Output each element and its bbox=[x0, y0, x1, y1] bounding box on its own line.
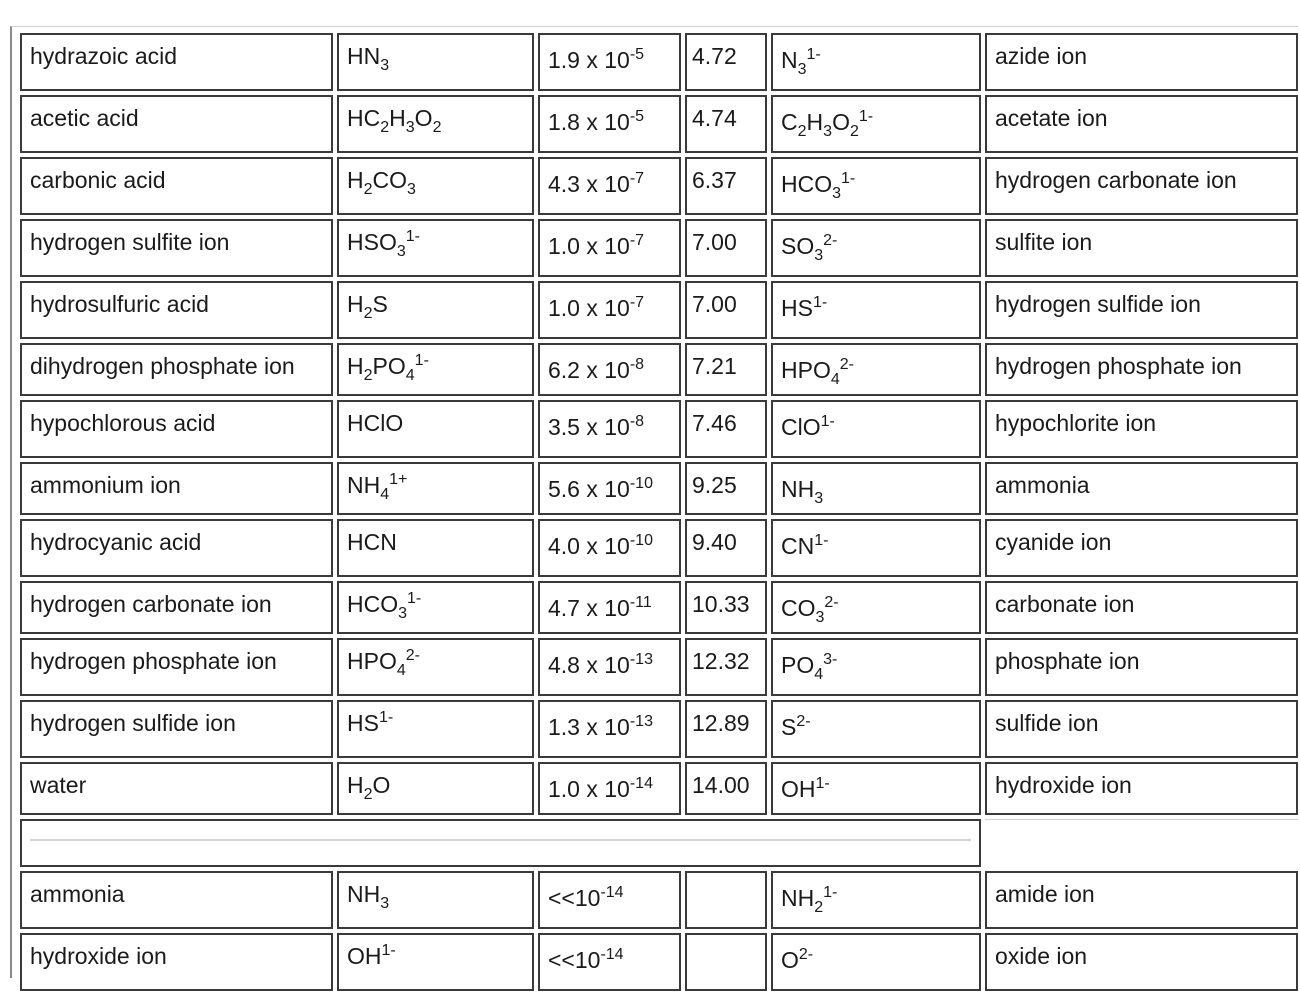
formula-text: <<10 bbox=[548, 947, 601, 973]
acid-formula-cell bbox=[337, 157, 534, 215]
formula-superscript: -8 bbox=[629, 356, 645, 373]
formula-text: 1.3 x 10 bbox=[548, 714, 630, 740]
acid-name-cell: hydrogen sulfide ion bbox=[20, 700, 333, 758]
formula-superscript: -11 bbox=[629, 594, 652, 611]
formula-text: 1.8 x 10 bbox=[548, 109, 630, 135]
formula-text: H bbox=[347, 167, 364, 193]
formula-text: 4.7 x 10 bbox=[548, 595, 630, 621]
ka-value-cell bbox=[538, 581, 681, 634]
formula-text: PO bbox=[781, 652, 815, 678]
formula-text: 6.2 x 10 bbox=[548, 357, 630, 383]
acid-formula-cell bbox=[337, 33, 534, 91]
acid-name-cell: hydrazoic acid bbox=[20, 33, 333, 91]
formula-text: H bbox=[806, 109, 824, 135]
formula-superscript: -14 bbox=[600, 946, 624, 963]
formula-subscript: 2 bbox=[797, 123, 807, 140]
acid-formula-cell bbox=[337, 638, 534, 696]
pka-value-cell: 12.89 bbox=[685, 700, 767, 758]
ka-value-cell bbox=[538, 638, 681, 696]
acid-formula-cell bbox=[337, 933, 534, 991]
table-row bbox=[20, 638, 1298, 696]
acid-name-cell: water bbox=[20, 762, 333, 815]
table-row bbox=[20, 519, 1298, 577]
formula-subscript: 3 bbox=[815, 609, 825, 626]
formula-text: <<10 bbox=[548, 885, 601, 911]
conjugate-base-formula-cell bbox=[771, 933, 981, 991]
formula-text: ClO bbox=[781, 414, 821, 440]
formula-text: 1.0 x 10 bbox=[548, 776, 630, 802]
formula-superscript: -5 bbox=[629, 108, 645, 125]
table-row bbox=[20, 281, 1298, 339]
formula-subscript: 2 bbox=[363, 367, 373, 384]
conjugate-base-name-cell: sulfide ion bbox=[985, 700, 1298, 758]
formula-subscript: 4 bbox=[396, 662, 406, 679]
formula-text: 4.8 x 10 bbox=[548, 652, 630, 678]
formula-superscript: 2- bbox=[824, 594, 839, 611]
conjugate-base-formula-cell bbox=[771, 762, 981, 815]
formula-superscript: -5 bbox=[629, 46, 645, 63]
table-row bbox=[20, 219, 1298, 277]
formula-subscript: 3 bbox=[396, 243, 406, 260]
ka-value-cell bbox=[538, 95, 681, 153]
formula-superscript: 1- bbox=[814, 532, 829, 549]
conjugate-base-formula-cell bbox=[771, 343, 981, 396]
acid-base-table bbox=[16, 29, 1300, 995]
acid-name-cell: ammonia bbox=[20, 871, 333, 929]
conjugate-base-formula-cell bbox=[771, 462, 981, 515]
pka-value-cell bbox=[685, 871, 767, 929]
formula-text: S bbox=[372, 291, 388, 317]
formula-text: 1.0 x 10 bbox=[548, 233, 630, 259]
ka-value-cell bbox=[538, 762, 681, 815]
formula-text: O bbox=[832, 109, 850, 135]
formula-text: HPO bbox=[347, 648, 397, 674]
formula-subscript: 4 bbox=[380, 486, 390, 503]
pka-value-cell bbox=[685, 933, 767, 991]
conjugate-base-formula-cell bbox=[771, 638, 981, 696]
formula-superscript: 1- bbox=[414, 352, 429, 369]
formula-subscript: 2 bbox=[432, 119, 442, 136]
formula-text: HCO bbox=[781, 171, 833, 197]
acid-name-cell: hydrogen sulfite ion bbox=[20, 219, 333, 277]
pka-value-cell: 7.00 bbox=[685, 219, 767, 277]
conjugate-base-name-cell: hydrogen sulfide ion bbox=[985, 281, 1298, 339]
ka-value-cell bbox=[538, 343, 681, 396]
pka-value-cell: 7.00 bbox=[685, 281, 767, 339]
formula-text: H bbox=[347, 353, 364, 379]
pka-value-cell: 12.32 bbox=[685, 638, 767, 696]
formula-text: PO bbox=[372, 353, 406, 379]
acid-name-cell: dihydrogen phosphate ion bbox=[20, 343, 333, 396]
formula-text: SO bbox=[781, 233, 815, 259]
formula-subscript: 3 bbox=[814, 247, 824, 264]
formula-subscript: 2 bbox=[380, 119, 390, 136]
formula-text: HC bbox=[347, 105, 381, 131]
formula-text: NH bbox=[781, 476, 815, 502]
formula-subscript: 3 bbox=[832, 185, 842, 202]
formula-text: NH bbox=[781, 885, 815, 911]
formula-superscript: 1- bbox=[812, 294, 828, 311]
acid-name-cell: carbonic acid bbox=[20, 157, 333, 215]
formula-superscript: 1- bbox=[841, 170, 856, 187]
conjugate-base-name-cell: phosphate ion bbox=[985, 638, 1298, 696]
formula-subscript: 4 bbox=[405, 367, 415, 384]
pka-value-cell: 7.46 bbox=[685, 400, 767, 458]
formula-text: 4.3 x 10 bbox=[548, 171, 630, 197]
empty-cell bbox=[985, 819, 1298, 867]
acid-name-cell: hydrogen phosphate ion bbox=[20, 638, 333, 696]
acid-name-cell: ammonium ion bbox=[20, 462, 333, 515]
formula-text: H bbox=[347, 291, 364, 317]
acid-name-cell: hypochlorous acid bbox=[20, 400, 333, 458]
acid-name-cell: hydrocyanic acid bbox=[20, 519, 333, 577]
formula-text: HCN bbox=[347, 529, 397, 555]
pka-value-cell: 9.40 bbox=[685, 519, 767, 577]
formula-text: CO bbox=[781, 595, 816, 621]
conjugate-base-formula-cell bbox=[771, 157, 981, 215]
acid-name-cell: hydroxide ion bbox=[20, 933, 333, 991]
acid-formula-cell bbox=[337, 95, 534, 153]
table-row bbox=[20, 933, 1298, 991]
pka-value-cell: 6.37 bbox=[685, 157, 767, 215]
formula-subscript: 3 bbox=[407, 181, 416, 198]
acid-formula-cell bbox=[337, 219, 534, 277]
table-row bbox=[20, 462, 1298, 515]
separator-cell bbox=[20, 819, 981, 867]
conjugate-base-name-cell: ammonia bbox=[985, 462, 1298, 515]
formula-text: HS bbox=[347, 710, 379, 736]
table-row bbox=[20, 95, 1298, 153]
acid-formula-cell bbox=[337, 519, 534, 577]
formula-text: NH bbox=[347, 472, 381, 498]
formula-superscript: 1- bbox=[381, 942, 396, 959]
acid-formula-cell bbox=[337, 281, 534, 339]
formula-subscript: 3 bbox=[823, 123, 833, 140]
formula-subscript: 3 bbox=[380, 57, 390, 74]
formula-subscript: 2 bbox=[363, 181, 373, 198]
conjugate-base-formula-cell bbox=[771, 871, 981, 929]
conjugate-base-name-cell: azide ion bbox=[985, 33, 1298, 91]
ka-value-cell bbox=[538, 281, 681, 339]
acid-base-table-container bbox=[10, 26, 1298, 978]
formula-text: CO bbox=[372, 167, 408, 193]
formula-text: H bbox=[347, 772, 364, 798]
formula-text: HCO bbox=[347, 591, 399, 617]
formula-text: CN bbox=[781, 533, 815, 559]
formula-superscript: 1- bbox=[378, 709, 394, 726]
formula-text: OH bbox=[347, 943, 382, 969]
formula-superscript: 1- bbox=[405, 228, 420, 245]
formula-superscript: 1- bbox=[407, 590, 422, 607]
conjugate-base-formula-cell bbox=[771, 33, 981, 91]
conjugate-base-name-cell: hydroxide ion bbox=[985, 762, 1298, 815]
conjugate-base-name-cell: hypochlorite ion bbox=[985, 400, 1298, 458]
formula-superscript: -13 bbox=[629, 651, 653, 668]
formula-text: O bbox=[414, 105, 433, 131]
formula-text: C bbox=[781, 109, 798, 135]
formula-subscript: 4 bbox=[830, 371, 840, 388]
ka-value-cell bbox=[538, 400, 681, 458]
formula-superscript: -14 bbox=[629, 775, 653, 792]
conjugate-base-formula-cell bbox=[771, 281, 981, 339]
pka-value-cell: 14.00 bbox=[685, 762, 767, 815]
conjugate-base-name-cell: hydrogen phosphate ion bbox=[985, 343, 1298, 396]
ka-value-cell bbox=[538, 933, 681, 991]
formula-superscript: -13 bbox=[629, 713, 653, 730]
formula-text: HSO bbox=[347, 229, 397, 255]
formula-text: HN bbox=[347, 43, 381, 69]
formula-superscript: 1- bbox=[823, 884, 838, 901]
ka-value-cell bbox=[538, 871, 681, 929]
formula-text: 3.5 x 10 bbox=[548, 414, 630, 440]
formula-superscript: -7 bbox=[629, 294, 645, 311]
acid-formula-cell bbox=[337, 871, 534, 929]
ka-value-cell bbox=[538, 519, 681, 577]
formula-superscript: 2- bbox=[839, 356, 854, 373]
table-row bbox=[20, 871, 1298, 929]
acid-name-cell: hydrosulfuric acid bbox=[20, 281, 333, 339]
horizontal-rule bbox=[30, 839, 971, 841]
acid-formula-cell bbox=[337, 400, 534, 458]
ka-value-cell bbox=[538, 33, 681, 91]
formula-superscript: 2- bbox=[796, 713, 811, 730]
formula-subscript: 2 bbox=[363, 305, 373, 322]
formula-superscript: 2- bbox=[405, 647, 420, 664]
formula-text: HPO bbox=[781, 357, 831, 383]
formula-superscript: -10 bbox=[629, 475, 653, 492]
formula-superscript: -8 bbox=[629, 413, 645, 430]
formula-text: O bbox=[372, 772, 391, 798]
table-row bbox=[20, 33, 1298, 91]
ka-value-cell bbox=[538, 462, 681, 515]
conjugate-base-name-cell: sulfite ion bbox=[985, 219, 1298, 277]
formula-subscript: 2 bbox=[814, 899, 824, 916]
formula-text: S bbox=[781, 714, 797, 740]
pka-value-cell: 10.33 bbox=[685, 581, 767, 634]
conjugate-base-formula-cell bbox=[771, 95, 981, 153]
formula-subscript: 3 bbox=[398, 605, 408, 622]
formula-superscript: 1+ bbox=[389, 471, 408, 488]
conjugate-base-name-cell: amide ion bbox=[985, 871, 1298, 929]
conjugate-base-formula-cell bbox=[771, 700, 981, 758]
table-row bbox=[20, 581, 1298, 634]
formula-superscript: 1- bbox=[815, 775, 830, 792]
acid-name-cell: acetic acid bbox=[20, 95, 333, 153]
formula-text: NH bbox=[347, 881, 381, 907]
pka-value-cell: 7.21 bbox=[685, 343, 767, 396]
acid-name-cell: hydrogen carbonate ion bbox=[20, 581, 333, 634]
formula-superscript: 3- bbox=[823, 651, 838, 668]
formula-subscript: 3 bbox=[380, 895, 390, 912]
formula-text: O bbox=[781, 947, 799, 973]
formula-superscript: 1- bbox=[858, 108, 874, 125]
table-row bbox=[20, 700, 1298, 758]
acid-formula-cell bbox=[337, 581, 534, 634]
formula-text: HS bbox=[781, 295, 813, 321]
conjugate-base-formula-cell bbox=[771, 519, 981, 577]
formula-text: 1.9 x 10 bbox=[548, 47, 630, 73]
acid-formula-cell bbox=[337, 700, 534, 758]
conjugate-base-name-cell: acetate ion bbox=[985, 95, 1298, 153]
formula-superscript: -7 bbox=[629, 232, 645, 249]
formula-text: 4.0 x 10 bbox=[548, 533, 630, 559]
table-row bbox=[20, 157, 1298, 215]
conjugate-base-formula-cell bbox=[771, 400, 981, 458]
conjugate-base-name-cell: hydrogen carbonate ion bbox=[985, 157, 1298, 215]
formula-superscript: -14 bbox=[600, 884, 624, 901]
formula-subscript: 3 bbox=[797, 61, 807, 78]
conjugate-base-name-cell: oxide ion bbox=[985, 933, 1298, 991]
table-separator-row bbox=[20, 819, 1298, 867]
acid-formula-cell bbox=[337, 762, 534, 815]
formula-superscript: -7 bbox=[629, 170, 645, 187]
acid-formula-cell bbox=[337, 462, 534, 515]
conjugate-base-formula-cell bbox=[771, 581, 981, 634]
ka-value-cell bbox=[538, 219, 681, 277]
formula-subscript: 2 bbox=[849, 123, 859, 140]
formula-subscript: 3 bbox=[405, 119, 415, 136]
table-row bbox=[20, 762, 1298, 815]
formula-superscript: 2- bbox=[798, 946, 814, 963]
formula-text: OH bbox=[781, 776, 816, 802]
pka-value-cell: 4.74 bbox=[685, 95, 767, 153]
table-row bbox=[20, 343, 1298, 396]
formula-text: N bbox=[781, 47, 798, 73]
conjugate-base-formula-cell bbox=[771, 219, 981, 277]
formula-subscript: 4 bbox=[814, 666, 824, 683]
formula-superscript: 2- bbox=[823, 232, 838, 249]
formula-superscript: 1- bbox=[806, 46, 821, 63]
pka-value-cell: 9.25 bbox=[685, 462, 767, 515]
ka-value-cell bbox=[538, 157, 681, 215]
formula-subscript: 3 bbox=[814, 490, 824, 507]
formula-superscript: 1- bbox=[820, 413, 835, 430]
pka-value-cell: 4.72 bbox=[685, 33, 767, 91]
conjugate-base-name-cell: carbonate ion bbox=[985, 581, 1298, 634]
formula-text: 1.0 x 10 bbox=[548, 295, 630, 321]
formula-superscript: -10 bbox=[629, 532, 653, 549]
formula-text: H bbox=[389, 105, 406, 131]
acid-formula-cell bbox=[337, 343, 534, 396]
table-body bbox=[20, 33, 1298, 991]
conjugate-base-name-cell: cyanide ion bbox=[985, 519, 1298, 577]
table-row bbox=[20, 400, 1298, 458]
formula-subscript: 2 bbox=[363, 786, 373, 803]
ka-value-cell bbox=[538, 700, 681, 758]
formula-text: 5.6 x 10 bbox=[548, 476, 630, 502]
formula-text: HClO bbox=[347, 410, 404, 436]
